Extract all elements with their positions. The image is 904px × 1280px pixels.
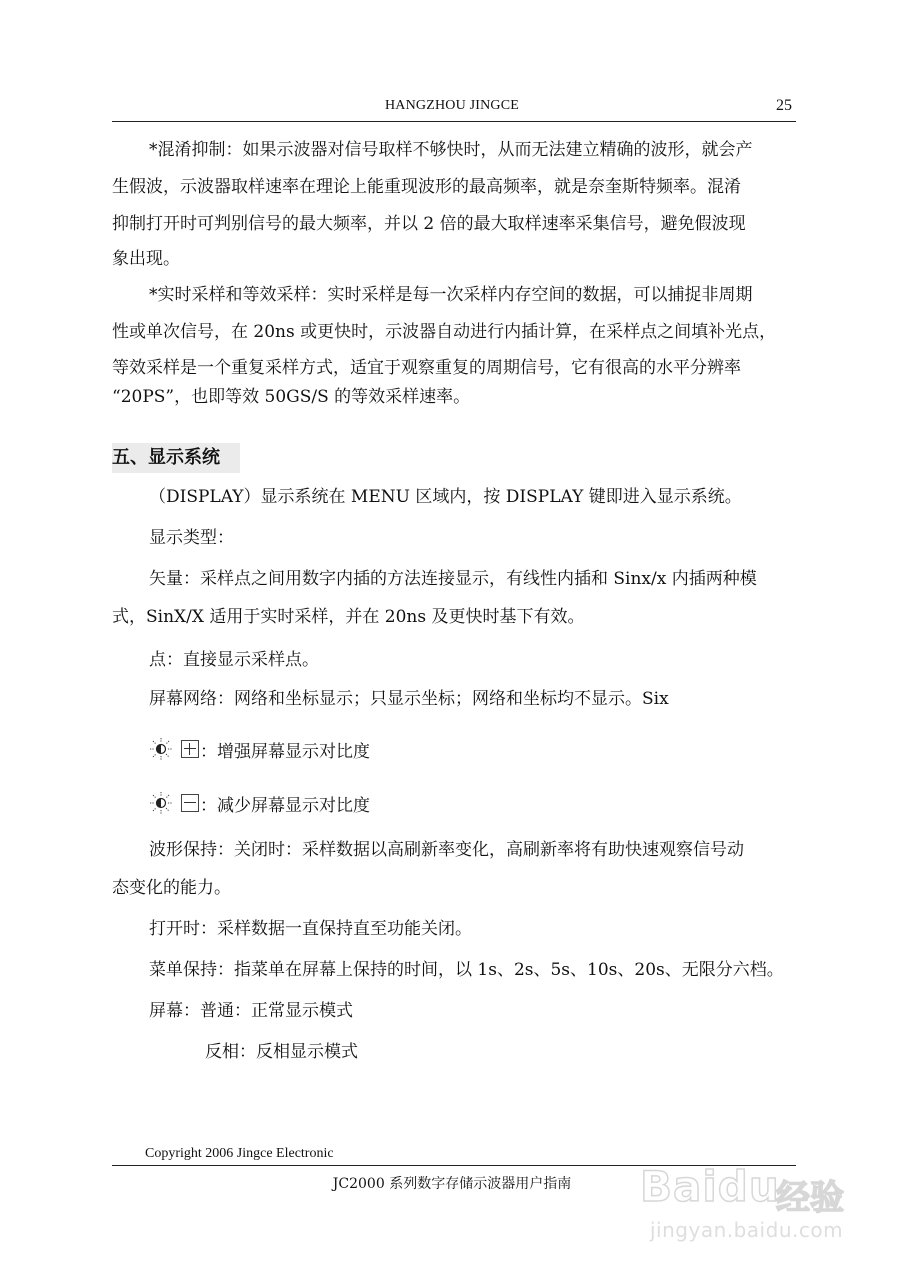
display-intro: （DISPLAY）显示系统在 MENU 区域内，按 DISPLAY 键即进入显示系统。 bbox=[149, 487, 742, 507]
contrast-increase-text: ：增强屏幕显示对比度 bbox=[200, 741, 370, 762]
minus-box-icon bbox=[181, 794, 199, 812]
plus-box-icon bbox=[181, 740, 199, 758]
hold-on-description: 打开时：采样数据一直保持直至功能关闭。 bbox=[149, 919, 472, 939]
waveform-hold-line-1: 波形保持：关闭时：采样数据以高刷新率变化，高刷新率将有助快速观察信号动 bbox=[149, 840, 744, 860]
vector-description-line-1: 矢量：采样点之间用数字内插的方法连接显示，有线性内插和 Sinx/x 内插两种模 bbox=[149, 569, 757, 589]
brightness-sun-icon bbox=[149, 737, 173, 761]
paragraph-sampling-line-3: 等效采样是一个重复采样方式，适宜于观察重复的周期信号，它有很高的水平分辨率 bbox=[112, 358, 741, 378]
display-type-label: 显示类型： bbox=[149, 528, 234, 548]
paragraph-aliasing-line-2: 生假波，示波器取样速率在理论上能重现波形的最高频率，就是奈奎斯特频率。混淆 bbox=[112, 177, 741, 197]
brightness-sun-icon bbox=[149, 791, 173, 815]
screen-inverse-description: 反相：反相显示模式 bbox=[205, 1042, 358, 1062]
header-company: HANGZHOU JINGCE bbox=[384, 98, 520, 113]
watermark-brand-cn: 经验 bbox=[776, 1178, 844, 1218]
section-heading-display: 五、显示系统 bbox=[112, 443, 240, 473]
paragraph-sampling-line-1: *实时采样和等效采样：实时采样是每一次采样内存空间的数据，可以捕捉非周期 bbox=[149, 285, 753, 305]
watermark-url: jingyan.baidu.com bbox=[650, 1218, 844, 1242]
paragraph-sampling-line-2: 性或单次信号，在 20ns 或更快时，示波器自动进行内插计算，在采样点之间填补光点， bbox=[112, 322, 777, 342]
paragraph-aliasing-line-1: *混淆抑制：如果示波器对信号取样不够快时，从而无法建立精确的波形，就会产 bbox=[149, 140, 753, 160]
paragraph-aliasing-line-4: 象出现。 bbox=[112, 249, 180, 269]
paragraph-aliasing-line-3: 抑制打开时可判别信号的最大频率，并以 2 倍的最大取样速率采集信号，避免假波现 bbox=[112, 214, 746, 234]
waveform-hold-line-2: 态变化的能力。 bbox=[112, 878, 231, 898]
contrast-increase-row bbox=[149, 736, 370, 762]
dot-description: 点：直接显示采样点。 bbox=[149, 650, 319, 670]
screen-normal-description: 屏幕：普通：正常显示模式 bbox=[149, 1001, 353, 1021]
vector-description-line-2: 式，SinX/X 适用于实时采样，并在 20ns 及更快时基下有效。 bbox=[112, 607, 585, 627]
copyright-text: Copyright 2006 Jingce Electronic bbox=[145, 1146, 334, 1161]
contrast-decrease-text: ：减少屏幕显示对比度 bbox=[200, 795, 370, 816]
grid-description: 屏幕网络：网络和坐标显示；只显示坐标；网络和坐标均不显示。Six bbox=[149, 689, 669, 709]
watermark-brand: Baidu bbox=[640, 1162, 780, 1211]
page-number: 25 bbox=[776, 97, 792, 114]
menu-hold-description: 菜单保持：指菜单在屏幕上保持的时间，以 1s、2s、5s、10s、20s、无限分六档。 bbox=[149, 960, 784, 980]
header-divider bbox=[112, 121, 796, 122]
footer-document-title: JC2000 系列数字存储示波器用户指南 bbox=[332, 1176, 572, 1192]
paragraph-sampling-line-4: “20PS”，也即等效 50GS/S 的等效采样速率。 bbox=[112, 387, 471, 407]
contrast-decrease-row bbox=[149, 790, 370, 816]
baidu-watermark bbox=[640, 1162, 880, 1262]
